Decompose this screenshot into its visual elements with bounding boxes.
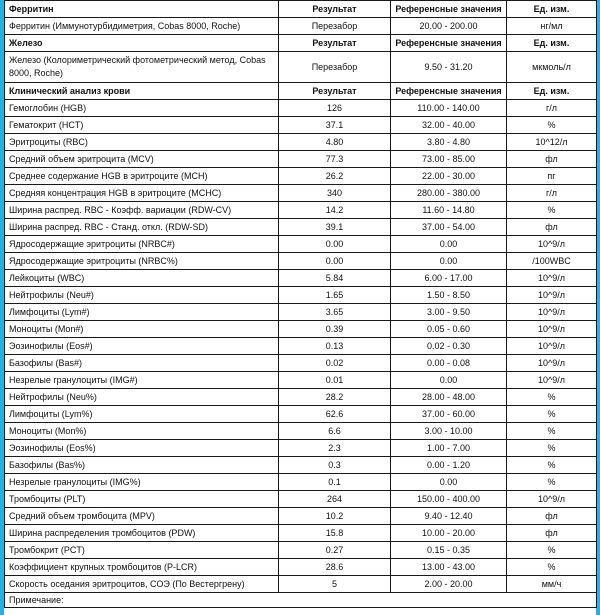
test-result: 0.00 xyxy=(279,253,391,270)
column-header-unit: Ед. изм. xyxy=(507,35,597,52)
test-name: Ядросодержащие эритроциты (NRBC%) xyxy=(5,253,279,270)
test-unit: % xyxy=(507,457,597,474)
test-unit: мкмоль/л xyxy=(507,52,597,83)
test-unit: нг/мл xyxy=(507,18,597,35)
table-row xyxy=(5,542,597,559)
table-row xyxy=(5,134,597,151)
test-unit: % xyxy=(507,423,597,440)
test-result: Перезабор xyxy=(279,52,391,83)
test-reference: 0.00 - 1.20 xyxy=(391,457,507,474)
table-row xyxy=(5,168,597,185)
test-result: 1.65 xyxy=(279,287,391,304)
table-row xyxy=(5,474,597,491)
test-name: Незрелые гранулоциты (IMG%) xyxy=(5,474,279,491)
test-reference: 73.00 - 85.00 xyxy=(391,151,507,168)
test-unit: мм/ч xyxy=(507,576,597,593)
column-header-unit: Ед. изм. xyxy=(507,83,597,100)
test-result: 4.80 xyxy=(279,134,391,151)
test-result: 28.6 xyxy=(279,559,391,576)
test-name: Незрелые гранулоциты (IMG#) xyxy=(5,372,279,389)
test-name: Средний объем эритроцита (MCV) xyxy=(5,151,279,168)
test-unit: 10^9/л xyxy=(507,372,597,389)
table-row xyxy=(5,372,597,389)
results-table-body xyxy=(5,1,597,608)
test-unit: 10^9/л xyxy=(507,321,597,338)
test-reference: 0.00 xyxy=(391,253,507,270)
test-result: 2.3 xyxy=(279,440,391,457)
test-name: Базофилы (Bas%) xyxy=(5,457,279,474)
test-name: Лимфоциты (Lym%) xyxy=(5,406,279,423)
test-result: 37.1 xyxy=(279,117,391,134)
test-unit: фл xyxy=(507,508,597,525)
test-unit: % xyxy=(507,406,597,423)
test-name: Лимфоциты (Lym#) xyxy=(5,304,279,321)
section-header-row xyxy=(5,35,597,52)
test-name: Ширина распред. RBC - Станд. откл. (RDW-SD) xyxy=(5,219,279,236)
test-name: Скорость оседания эритроцитов, СОЭ (По Вестергрену) xyxy=(5,576,279,593)
test-name: Нейтрофилы (Neu%) xyxy=(5,389,279,406)
test-unit: 10^9/л xyxy=(507,338,597,355)
test-unit: /100WBC xyxy=(507,253,597,270)
test-name: Базофилы (Bas#) xyxy=(5,355,279,372)
test-name: Лейкоциты (WBC) xyxy=(5,270,279,287)
test-unit: 10^9/л xyxy=(507,355,597,372)
test-result: 0.1 xyxy=(279,474,391,491)
test-reference: 0.00 xyxy=(391,474,507,491)
note-row xyxy=(5,593,597,608)
test-reference: 37.00 - 60.00 xyxy=(391,406,507,423)
test-result: 0.01 xyxy=(279,372,391,389)
test-result: 28.2 xyxy=(279,389,391,406)
test-name: Эозинофилы (Eos%) xyxy=(5,440,279,457)
column-header-reference: Референсные значения xyxy=(391,35,507,52)
test-reference: 0.05 - 0.60 xyxy=(391,321,507,338)
test-result: 0.00 xyxy=(279,236,391,253)
test-reference: 2.00 - 20.00 xyxy=(391,576,507,593)
test-name: Ферритин (Иммунотурбидиметрия, Cobas 8000, Roche) xyxy=(5,18,279,35)
test-reference: 13.00 - 43.00 xyxy=(391,559,507,576)
test-name: Гемоглобин (HGB) xyxy=(5,100,279,117)
test-reference: 0.00 - 0.08 xyxy=(391,355,507,372)
test-unit: % xyxy=(507,440,597,457)
column-header-reference: Референсные значения xyxy=(391,1,507,18)
table-row xyxy=(5,100,597,117)
note-label: Примечание: xyxy=(5,593,597,608)
test-unit: 10^9/л xyxy=(507,491,597,508)
test-reference: 9.50 - 31.20 xyxy=(391,52,507,83)
test-reference: 28.00 - 48.00 xyxy=(391,389,507,406)
test-result: 0.3 xyxy=(279,457,391,474)
test-reference: 280.00 - 380.00 xyxy=(391,185,507,202)
test-unit: % xyxy=(507,542,597,559)
table-row xyxy=(5,185,597,202)
test-result: 15.8 xyxy=(279,525,391,542)
test-reference: 0.15 - 0.35 xyxy=(391,542,507,559)
test-unit: г/л xyxy=(507,100,597,117)
table-row xyxy=(5,304,597,321)
section-header-row xyxy=(5,1,597,18)
test-result: 340 xyxy=(279,185,391,202)
test-name: Ширина распределения тромбоцитов (PDW) xyxy=(5,525,279,542)
test-unit: % xyxy=(507,474,597,491)
test-result: 26.2 xyxy=(279,168,391,185)
test-unit: фл xyxy=(507,219,597,236)
test-reference: 32.00 - 40.00 xyxy=(391,117,507,134)
table-row xyxy=(5,559,597,576)
test-unit: г/л xyxy=(507,185,597,202)
table-row xyxy=(5,338,597,355)
test-name: Ядросодержащие эритроциты (NRBC#) xyxy=(5,236,279,253)
test-unit: 10^9/л xyxy=(507,287,597,304)
test-name: Коэффициент крупных тромбоцитов (P-LCR) xyxy=(5,559,279,576)
table-row xyxy=(5,508,597,525)
test-unit: % xyxy=(507,202,597,219)
table-row xyxy=(5,202,597,219)
table-row xyxy=(5,525,597,542)
test-result: 0.27 xyxy=(279,542,391,559)
test-reference: 6.00 - 17.00 xyxy=(391,270,507,287)
test-unit: 10^9/л xyxy=(507,304,597,321)
test-unit: 10^12/л xyxy=(507,134,597,151)
test-result: 62.6 xyxy=(279,406,391,423)
table-row xyxy=(5,236,597,253)
test-name: Среднее содержание HGB в эритроците (MCH) xyxy=(5,168,279,185)
test-result: Перезабор xyxy=(279,18,391,35)
test-reference: 3.00 - 9.50 xyxy=(391,304,507,321)
test-unit: % xyxy=(507,389,597,406)
test-reference: 9.40 - 12.40 xyxy=(391,508,507,525)
test-reference: 37.00 - 54.00 xyxy=(391,219,507,236)
test-unit: % xyxy=(507,117,597,134)
column-header-result: Результат xyxy=(279,83,391,100)
table-row xyxy=(5,355,597,372)
test-name: Средний объем тромбоцита (MPV) xyxy=(5,508,279,525)
test-result: 5.84 xyxy=(279,270,391,287)
test-reference: 10.00 - 20.00 xyxy=(391,525,507,542)
test-unit: фл xyxy=(507,525,597,542)
table-row xyxy=(5,52,597,83)
test-name: Гематокрит (HCT) xyxy=(5,117,279,134)
test-reference: 22.00 - 30.00 xyxy=(391,168,507,185)
test-name: Ширина распред. RBC - Коэфф. вариации (RDW-CV) xyxy=(5,202,279,219)
test-reference: 3.80 - 4.80 xyxy=(391,134,507,151)
test-result: 0.02 xyxy=(279,355,391,372)
test-result: 14.2 xyxy=(279,202,391,219)
table-row xyxy=(5,389,597,406)
column-header-result: Результат xyxy=(279,35,391,52)
test-unit: 10^9/л xyxy=(507,236,597,253)
test-reference: 1.50 - 8.50 xyxy=(391,287,507,304)
test-result: 6.6 xyxy=(279,423,391,440)
table-row xyxy=(5,151,597,168)
table-row xyxy=(5,253,597,270)
test-result: 3.65 xyxy=(279,304,391,321)
test-name: Моноциты (Mon%) xyxy=(5,423,279,440)
table-row xyxy=(5,491,597,508)
test-result: 5 xyxy=(279,576,391,593)
test-result: 0.39 xyxy=(279,321,391,338)
test-name: Средняя концентрация HGB в эритроците (MCHC) xyxy=(5,185,279,202)
test-name: Тромбоциты (PLT) xyxy=(5,491,279,508)
test-name: Нейтрофилы (Neu#) xyxy=(5,287,279,304)
section-title: Ферритин xyxy=(5,1,279,18)
test-result: 126 xyxy=(279,100,391,117)
table-row xyxy=(5,406,597,423)
table-row xyxy=(5,117,597,134)
test-name: Моноциты (Mon#) xyxy=(5,321,279,338)
test-reference: 0.00 xyxy=(391,236,507,253)
test-reference: 20.00 - 200.00 xyxy=(391,18,507,35)
table-row xyxy=(5,18,597,35)
test-reference: 150.00 - 400.00 xyxy=(391,491,507,508)
test-result: 264 xyxy=(279,491,391,508)
section-title: Железо xyxy=(5,35,279,52)
test-reference: 110.00 - 140.00 xyxy=(391,100,507,117)
table-row xyxy=(5,270,597,287)
table-row xyxy=(5,423,597,440)
table-row xyxy=(5,321,597,338)
table-row xyxy=(5,287,597,304)
table-row xyxy=(5,457,597,474)
test-unit: % xyxy=(507,559,597,576)
test-reference: 0.02 - 0.30 xyxy=(391,338,507,355)
test-name: Эритроциты (RBC) xyxy=(5,134,279,151)
test-reference: 11.60 - 14.80 xyxy=(391,202,507,219)
test-result: 77.3 xyxy=(279,151,391,168)
test-result: 10.2 xyxy=(279,508,391,525)
test-reference: 1.00 - 7.00 xyxy=(391,440,507,457)
test-name: Эозинофилы (Eos#) xyxy=(5,338,279,355)
test-name: Железо (Колориметрический фотометрический метод, Cobas 8000, Roche) xyxy=(5,52,279,83)
test-reference: 3.00 - 10.00 xyxy=(391,423,507,440)
test-name: Тромбокрит (PCT) xyxy=(5,542,279,559)
table-row xyxy=(5,576,597,593)
test-unit: пг xyxy=(507,168,597,185)
section-header-row xyxy=(5,83,597,100)
test-reference: 0.00 xyxy=(391,372,507,389)
column-header-result: Результат xyxy=(279,1,391,18)
results-table xyxy=(4,0,597,608)
table-row xyxy=(5,440,597,457)
section-title: Клинический анализ крови xyxy=(5,83,279,100)
test-result: 0.13 xyxy=(279,338,391,355)
column-header-unit: Ед. изм. xyxy=(507,1,597,18)
table-row xyxy=(5,219,597,236)
test-result: 39.1 xyxy=(279,219,391,236)
column-header-reference: Референсные значения xyxy=(391,83,507,100)
test-unit: фл xyxy=(507,151,597,168)
test-unit: 10^9/л xyxy=(507,270,597,287)
